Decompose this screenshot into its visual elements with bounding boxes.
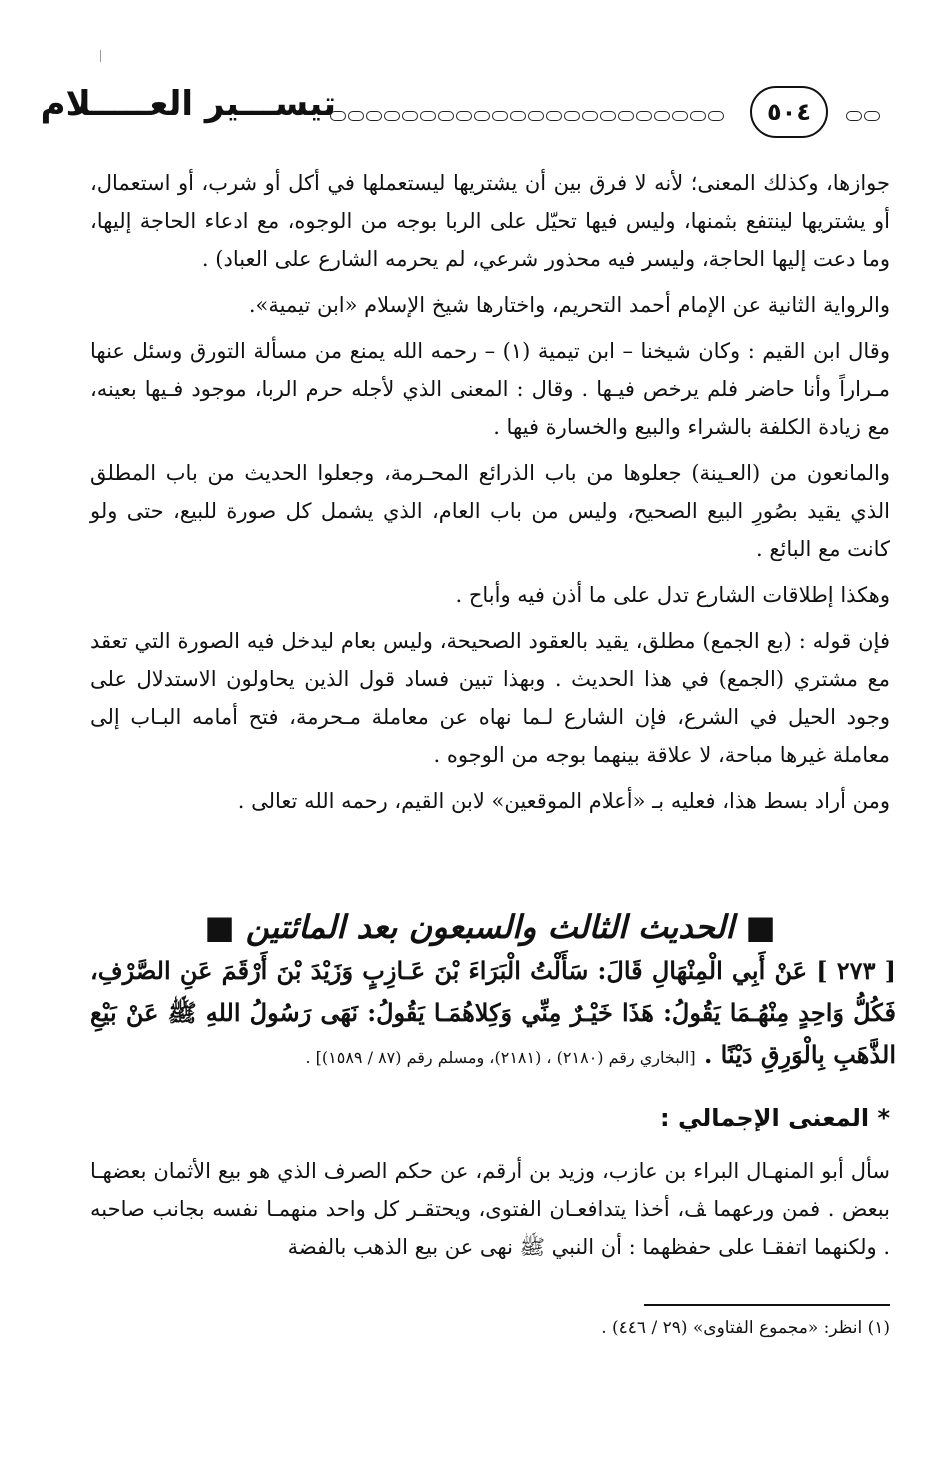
page-number-badge <box>750 86 828 138</box>
header-ornament-row <box>330 108 726 124</box>
running-title: تيســـير العـــــلام <box>40 84 336 124</box>
hadith-text: [ ٢٧٣ ] عَنْ أَبِي الْمِنْهَالِ قَالَ: سَأَلْتُ الْبَرَاءَ بْنَ عَـازِبٍ وَزَيْدَ بْنَ أَرْقَمَ عَنِ الصَّرْفِ، فَكُلُّ وَاحِدٍ مِنْهُـمَا يَقُولُ: هَذَا خَيْـرٌ مِنِّي وَكِلاهُمَـا يَقُولُ: نَهَى رَسُولُ اللهِ ﷺ عَنْ بَيْعِ الذَّهَبِ بِالْوَرِقِ دَيْنًا . <box>90 956 896 1069</box>
paragraph: سأل أبو المنهـال البراء بن عازب، وزيد بن أرقم، عن حكم الصرف الذي هو بيع الأثمان بعضهـا ببعض . فمن ورعهما ﭫ، أخذا يتدافعـان الفتوى، ويحتقـر كل واحد منهمـا نفسه بجانب صاحبه . ولكنهما اتفقـا على حفظهما : أن النبي ﷺ نهى عن بيع الذهب بالفضة <box>90 1159 890 1259</box>
margin-mark <box>100 50 101 62</box>
header-ornament-small <box>846 108 882 124</box>
paragraph: جوازها، وكذلك المعنى؛ لأنه لا فرق بين أن يشتريها ليستعملها في أكل أو شرب، أو استعمال، أو يشتريها لينتفع بثمنها، وليس فيها تحيّل على الربا بوجه من الوجوه، مع ادعاء الحاجة إليها، وما دعت إليها الحاجة، وليسر فيه محذور شرعي، لم يحرمه الشارع على العباد) . <box>90 171 891 271</box>
paragraph: وهكذا إطلاقات الشارع تدل على ما أذن فيه وأباح . <box>455 583 890 607</box>
section-heading: ■ الحديث الثالث والسبعون بعد المائتين ■ <box>204 908 776 946</box>
hadith-reference: [البخاري رقم (٢١٨٠) ، (٢١٨١)، ومسلم رقم (٨٧ / ١٥٨٩)] . <box>305 1048 696 1067</box>
footnote: (١) انظر: «مجموع الفتاوى» (٢٩ / ٤٤٦) . <box>601 1318 890 1338</box>
paragraph: والمانعون من (العـينة) جعلوها من باب الذرائع المحـرمة، وجعلوا الحديث من باب المطلق الذي يقيد بصُورِ البيع الصحيح، وليس من باب العام، الذي يشمل كل صورة للبيع، حتى ولو كانت مع البائع . <box>90 461 890 561</box>
subheading: * المعنى الإجمالي : <box>660 1104 890 1132</box>
paragraph: والرواية الثانية عن الإمام أحمد التحريم، واختارها شيخ الإسلام «ابن تيمية». <box>248 293 890 317</box>
hadith-block <box>90 950 896 1079</box>
footnote-divider <box>644 1304 890 1306</box>
paragraph: فإن قوله : (بع الجمع) مطلق، يقيد بالعقود الصحيحة، وليس بعام ليدخل فيه الصورة التي تعقد مع مشتري (الجمع) في هذا الحديث . وبهذا تبين فساد قول الذين يحاولون الاستدلال على وجود الحيل في الشرع، فإن الشارع لـما نهاه عن معاملة مـحرمة، فتح أمامه البـاب إلى معاملة غيرها مباحة، لا علاقة بينهما بوجه من الوجوه . <box>90 629 890 767</box>
paragraph: ومن أراد بسط هذا، فعليه بـ «أعلام الموقعين» لابن القيم، رحمه الله تعالى . <box>237 789 890 813</box>
upper-body <box>90 164 890 828</box>
lower-body <box>90 1152 890 1274</box>
paragraph: وقال ابن القيم : وكان شيخنا – ابن تيمية (١) – رحمه الله يمنع من مسألة التورق وسئل عنها مـراراً وأنا حاضر فلم يرخص فيـها . وقال : المعنى الذي لأجله حرم الربا، موجود فـيها بعينه، مع زيادة الكلفة بالشراء والبيع والخسارة فيها . <box>90 339 890 439</box>
page-number: ٥٠٤ <box>767 98 811 126</box>
